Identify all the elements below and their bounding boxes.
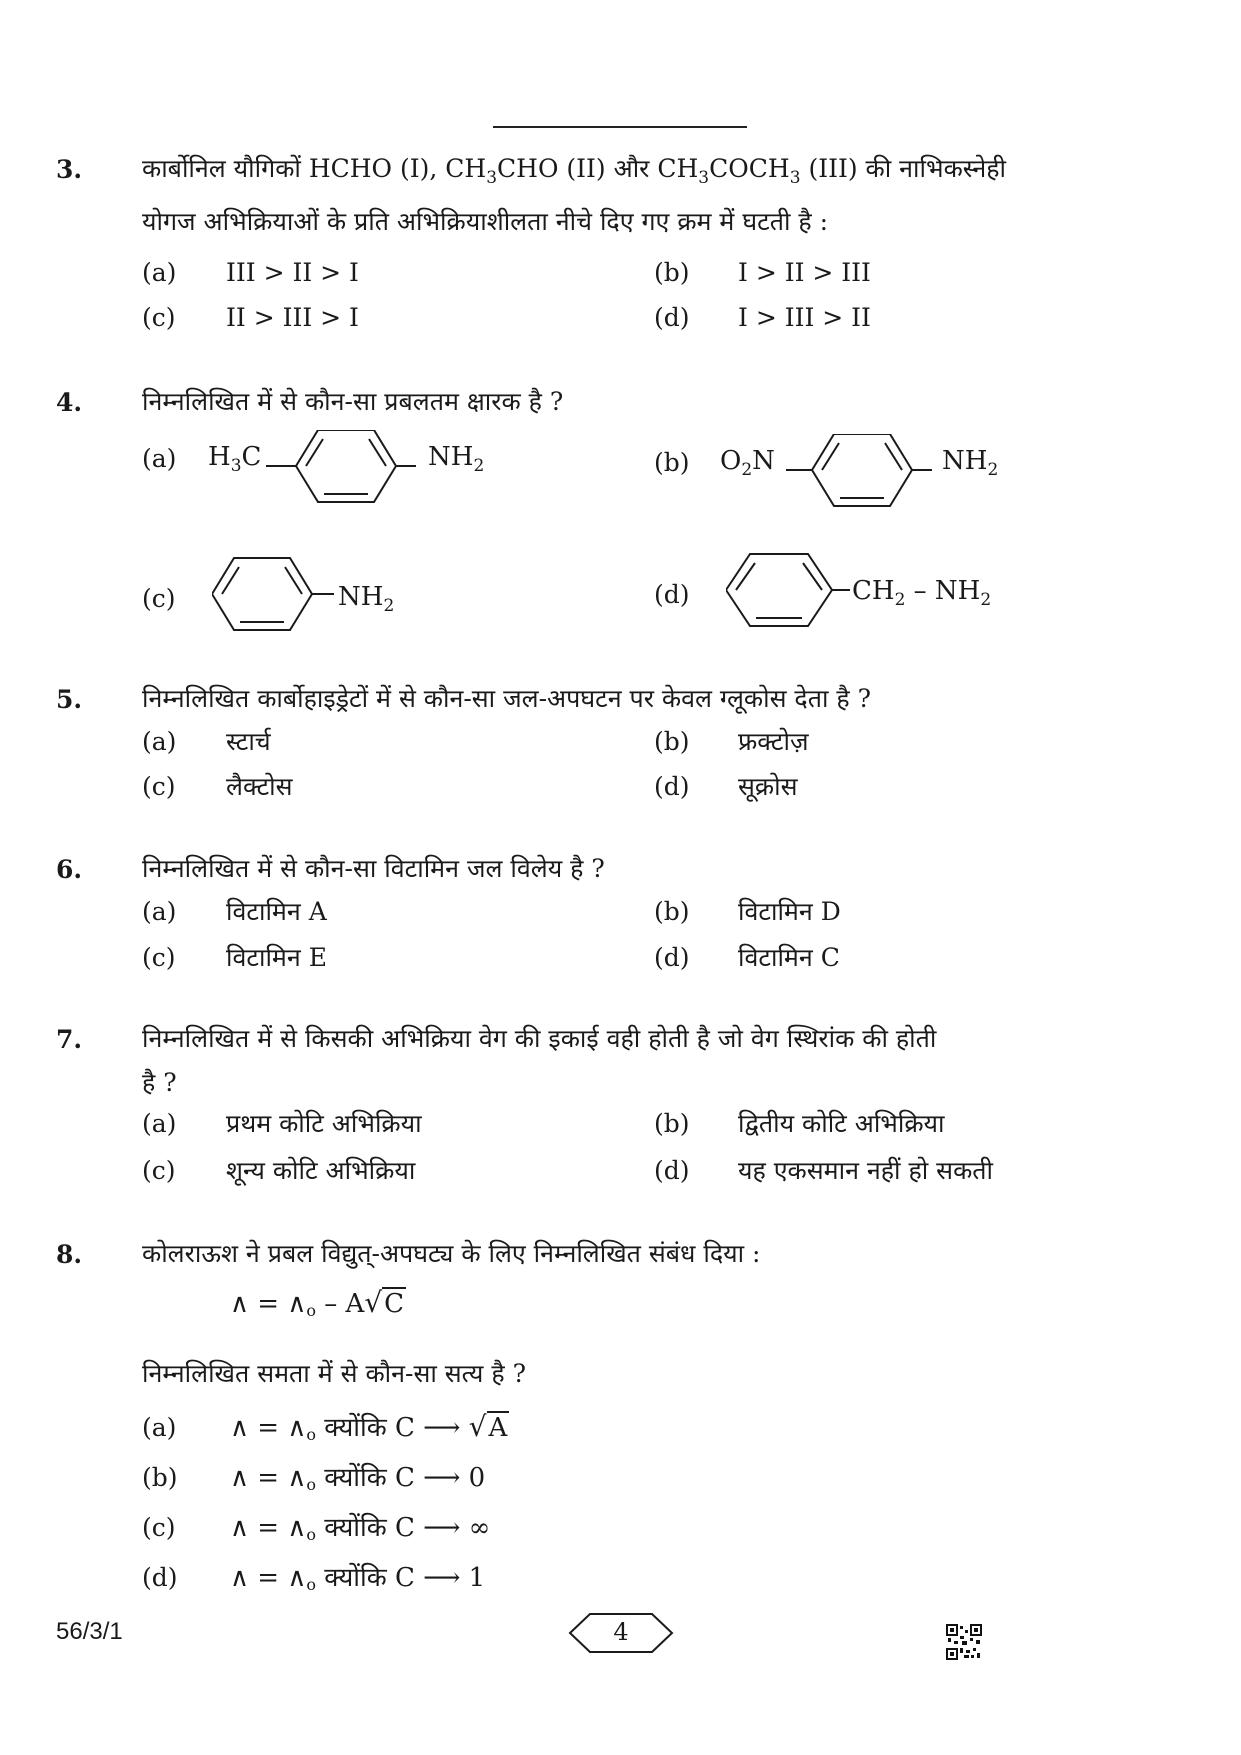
q7-option-d: (d) यह एकसमान नहीं हो सकती xyxy=(654,1156,993,1185)
header-rule xyxy=(493,126,747,128)
q7-option-c: (c) शून्य कोटि अभिक्रिया xyxy=(142,1156,416,1185)
question-4-number: 4. xyxy=(56,388,83,417)
q7-option-a: (a) प्रथम कोटि अभिक्रिया xyxy=(142,1109,422,1138)
question-8-subtext: निम्नलिखित समता में से कौन-सा सत्य है ? xyxy=(142,1359,527,1388)
q3-option-c: (c) II > III > I xyxy=(142,303,359,332)
kohlrausch-equation: ∧ = ∧o – A√C xyxy=(230,1286,405,1320)
question-6-text: निम्नलिखित में से कौन-सा विटामिन जल विलेय है ? xyxy=(142,854,605,883)
question-8-number: 8. xyxy=(56,1240,83,1269)
q5-option-c: (c) लैक्टोस xyxy=(142,772,293,801)
page-number-badge xyxy=(568,1612,674,1654)
question-7-number: 7. xyxy=(56,1025,83,1054)
q8-option-b: (b) ∧ = ∧o क्योंकि C ⟶ 0 xyxy=(142,1463,486,1494)
question-5-number: 5. xyxy=(56,685,83,714)
question-6-number: 6. xyxy=(56,855,83,884)
question-4-text: निम्नलिखित में से कौन-सा प्रबलतम क्षारक है ? xyxy=(142,387,564,416)
question-5-text: निम्नलिखित कार्बोहाइड्रेटों में से कौन-सा जल-अपघटन पर केवल ग्लूकोस देता है ? xyxy=(142,684,871,713)
q6-option-d: (d) विटामिन C xyxy=(654,943,840,972)
q8-option-a: (a) ∧ = ∧o क्योंकि C ⟶ √A xyxy=(142,1410,508,1444)
q5-option-b: (b) फ्रक्टोज़ xyxy=(654,727,809,756)
q3-option-b: (b) I > II > III xyxy=(654,258,871,287)
paper-code: 56/3/1 xyxy=(56,1618,123,1645)
question-7-text: निम्नलिखित में से किसकी अभिक्रिया वेग की इकाई वही होती है जो वेग स्थिरांक की होती है ? xyxy=(142,1024,937,1097)
q5-option-d: (d) सूक्रोस xyxy=(654,772,798,801)
q8-option-d: (d) ∧ = ∧o क्योंकि C ⟶ 1 xyxy=(142,1563,486,1594)
q4-option-b: (b) $O_2N$ $NH_2$ xyxy=(654,434,1034,514)
qr-code-icon xyxy=(946,1624,982,1660)
q4-option-d: (d) $CH_2 - NH_2$ xyxy=(654,550,1074,630)
q6-option-c: (c) विटामिन E xyxy=(142,943,327,972)
q4-option-c: (c) $NH_2$ xyxy=(142,556,502,636)
question-3-number: 3. xyxy=(56,155,83,184)
q5-option-a: (a) स्टार्च xyxy=(142,727,271,756)
page-number: 4 xyxy=(613,1618,629,1646)
q4-option-a: (a) $H_3C$ $NH_2$ xyxy=(142,430,542,510)
q3-option-a: (a) III > II > I xyxy=(142,258,359,287)
q6-option-a: (a) विटामिन A xyxy=(142,897,327,926)
q7-option-b: (b) द्वितीय कोटि अभिक्रिया xyxy=(654,1109,945,1138)
question-3-text: कार्बोनिल यौगिकों HCHO (I), $CH_3CHO$ (II) और $CH_3COCH_3$ (III) की नाभिकस्नेही योगज अभिक्रियाओं के प्रति अभिक्रियाशीलता नीचे दिए गए क्रम में घटती है : xyxy=(142,154,1006,236)
q6-option-b: (b) विटामिन D xyxy=(654,897,841,926)
q8-option-c: (c) ∧ = ∧o क्योंकि C ⟶ ∞ xyxy=(142,1513,491,1544)
question-8-text: कोलराऊश ने प्रबल विद्युत्-अपघट्य के लिए निम्नलिखित संबंध दिया : xyxy=(142,1239,761,1268)
q3-option-d: (d) I > III > II xyxy=(654,303,871,332)
